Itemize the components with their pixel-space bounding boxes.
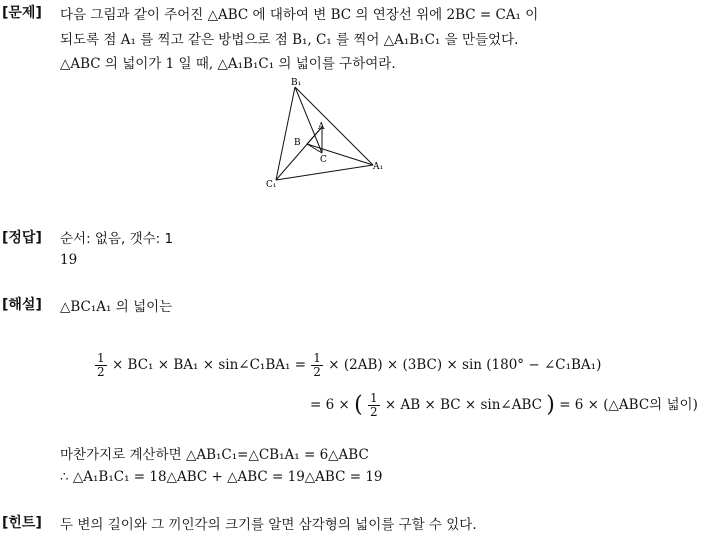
fraction-denominator: 2 <box>369 405 378 419</box>
problem-label: [문제] <box>2 5 42 21</box>
hint-label: [힌트] <box>2 515 42 531</box>
point-label-a: A <box>318 122 325 132</box>
segment-a1-c1 <box>276 165 373 180</box>
equation-1-rhs: × (2AB) × (3BC) × sin (180° − ∠C₁BA₁) <box>328 357 602 373</box>
paren-close: ) <box>546 392 555 418</box>
fraction-half <box>311 352 323 379</box>
hint-text: 두 변의 길이와 그 끼인각의 크기를 알면 삼각형의 넓이를 구할 수 있다. <box>60 517 477 533</box>
solution-intro: △BC₁A₁ 의 넓이는 <box>60 299 173 315</box>
triangle-figure <box>265 73 385 188</box>
point-label-b1: B₁ <box>291 78 302 88</box>
fraction-half <box>368 392 380 419</box>
equation-1-lhs: × BC₁ × BA₁ × sin∠C₁BA₁ = <box>111 357 306 373</box>
problem-line-1: 다음 그림과 같이 주어진 △ABC 에 대하여 변 BC 의 연장선 위에 2BC = CA₁ 이 <box>60 7 539 23</box>
fraction-numerator: 1 <box>313 351 321 365</box>
fraction-denominator: 2 <box>97 365 105 379</box>
segment-b1-a1 <box>295 87 373 165</box>
fraction-numerator: 1 <box>97 351 105 365</box>
paren-open: ( <box>354 392 363 418</box>
fraction-numerator: 1 <box>369 391 378 405</box>
solution-line-5: ∴ △A₁B₁C₁ = 18△ABC + △ABC = 19△ABC = 19 <box>60 469 383 485</box>
point-label-c1: C₁ <box>266 180 277 188</box>
equation-2-head: = 6 × <box>310 397 350 413</box>
answer-order: 순서: 없음, 갯수: 1 <box>60 231 174 247</box>
point-label-a1: A₁ <box>373 162 384 172</box>
equation-2-mid: × AB × BC × sin∠ABC <box>384 397 542 413</box>
problem-line-2: 되도록 점 A₁ 를 찍고 같은 방법으로 점 B₁, C₁ 를 찍어 △A₁B₁C₁ 을 만들었다. <box>60 32 519 48</box>
point-label-c: C <box>320 155 327 165</box>
equation-2-tail: = 6 × (△ABC의 넓이) <box>559 397 698 413</box>
equation-line-1 <box>94 352 601 379</box>
answer-label: [정답] <box>2 230 42 246</box>
segment-c1-b1 <box>276 87 295 180</box>
equation-line-2 <box>310 392 698 419</box>
solution-line-4: 마찬가지로 계산하면 △AB₁C₁=△CB₁A₁ = 6△ABC <box>60 447 369 463</box>
point-label-b: B <box>294 138 301 148</box>
fraction-half <box>95 352 107 379</box>
solution-label: [해설] <box>2 297 42 313</box>
problem-line-3: △ABC 의 넓이가 1 일 때, △A₁B₁C₁ 의 넓이를 구하여라. <box>60 56 396 72</box>
fraction-denominator: 2 <box>313 365 321 379</box>
answer-value: 19 <box>60 252 78 268</box>
